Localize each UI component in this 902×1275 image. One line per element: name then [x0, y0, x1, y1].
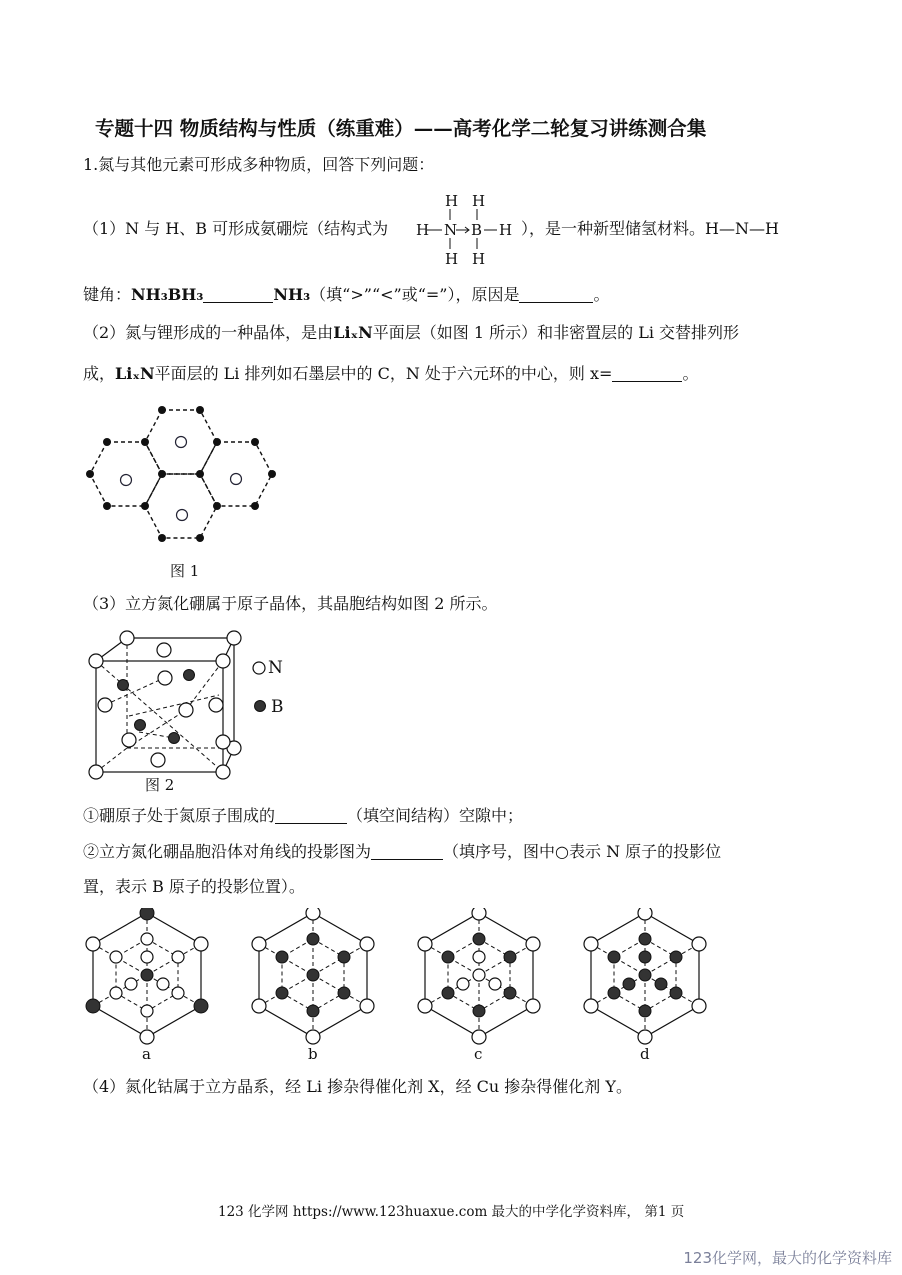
nh3-formula: NH₃ — [273, 285, 311, 304]
figure-1-caption: 图 1 — [170, 562, 200, 580]
formula-h: H — [445, 250, 459, 268]
option-c-diagram — [418, 908, 540, 1044]
li-atom — [86, 470, 94, 478]
b-atom — [169, 733, 180, 744]
li-atom — [251, 438, 259, 446]
figure-2-caption: 图 2 — [145, 776, 175, 794]
n-atom — [158, 671, 172, 685]
part1-text-after: ），是一种新型储氢材料。H—N—H — [521, 219, 779, 238]
n-atom — [122, 733, 136, 747]
option-a-diagram — [86, 908, 208, 1044]
part2-line2 — [83, 364, 698, 384]
b-atom — [135, 720, 146, 731]
lixn-formula: LiₓN — [333, 323, 373, 342]
part3-q1 — [83, 806, 523, 826]
li-atom — [141, 438, 149, 446]
option-a-label: a — [142, 1045, 151, 1063]
lixn-formula: LiₓN — [115, 364, 155, 383]
answer-blank[interactable] — [371, 843, 443, 860]
li-atom — [103, 438, 111, 446]
formula-h: H — [445, 192, 459, 210]
li-atom — [196, 406, 204, 414]
part1-text-before: （1）N 与 H、B 可形成氨硼烷（结构式为 — [83, 219, 389, 238]
legend-n-label: N — [268, 658, 283, 678]
option-d-label: d — [640, 1045, 650, 1063]
part3-q2-text: （填序号，图中○表示 N 原子的投影位 — [443, 842, 722, 861]
n-atom — [151, 753, 165, 767]
li-atom — [196, 470, 204, 478]
n-atom — [209, 698, 223, 712]
li-atom — [158, 534, 166, 542]
n-atom — [120, 631, 134, 645]
answer-blank[interactable] — [203, 286, 273, 303]
fill-hint: （填“>”“<”或“=”），原因是 — [310, 285, 520, 304]
option-c-label: c — [474, 1045, 483, 1063]
part2-text: 成， — [83, 364, 116, 383]
option-d-diagram — [584, 908, 706, 1044]
n-atom — [98, 698, 112, 712]
n-atom — [227, 631, 241, 645]
li-atom — [213, 438, 221, 446]
part4-text: （4）氮化钴属于立方晶系，经 Li 掺杂得催化剂 X，经 Cu 掺杂得催化剂 Y。 — [83, 1077, 632, 1096]
part2-text: （2）氮与锂形成的一种晶体，是由 — [83, 323, 334, 342]
option-b-label: b — [308, 1045, 318, 1063]
li-atom — [196, 534, 204, 542]
b-atom — [118, 680, 129, 691]
n-atom — [89, 765, 103, 779]
li-atom — [141, 502, 149, 510]
answer-blank[interactable] — [612, 365, 682, 382]
formula-b: B — [471, 221, 483, 239]
n-atom — [216, 765, 230, 779]
part1-line2 — [83, 285, 610, 305]
nh3bh3-formula: NH₃BH₃ — [131, 285, 204, 304]
formula-h: H — [472, 250, 486, 268]
n-atom — [176, 437, 187, 448]
projection-options — [82, 908, 722, 1068]
part3-q2 — [83, 842, 721, 862]
answer-blank[interactable] — [275, 807, 347, 824]
part2-line1 — [83, 323, 739, 343]
n-atom — [121, 475, 132, 486]
n-atom — [231, 474, 242, 485]
legend-n-symbol — [252, 661, 266, 675]
answer-blank[interactable] — [519, 286, 593, 303]
period: 。 — [593, 285, 610, 304]
li-atom — [158, 406, 166, 414]
li-atom — [158, 470, 166, 478]
part2-text: 平面层的 Li 排列如石墨层中的 C，N 处于六元环的中心，则 x= — [154, 364, 613, 383]
option-b-diagram — [252, 908, 374, 1044]
bond-angle-label: 键角： — [83, 285, 132, 304]
period: 。 — [682, 364, 699, 383]
formula-n: N — [444, 221, 458, 239]
part3-q2-cont: 置，表示 B 原子的投影位置）。 — [83, 877, 305, 896]
page-title: 专题十四 物质结构与性质（练重难）——高考化学二轮复习讲练测合集 — [95, 117, 707, 140]
li-atom — [251, 502, 259, 510]
li-atom — [103, 502, 111, 510]
page-footer: 123 化学网 https://www.123huaxue.com 最大的中学化学资料库， 第1 页 — [218, 1204, 685, 1220]
formula-h: H — [472, 192, 486, 210]
legend-b-label: B — [271, 697, 284, 717]
n-atom — [216, 654, 230, 668]
li-atom — [213, 502, 221, 510]
n-atom — [89, 654, 103, 668]
formula-h: H — [416, 221, 430, 239]
ammonia-borane-structure — [413, 190, 523, 270]
part3-text: （3）立方氮化硼属于原子晶体，其晶胞结构如图 2 所示。 — [83, 594, 498, 613]
formula-h: H — [499, 221, 513, 239]
question-intro: 1.氮与其他元素可形成多种物质，回答下列问题： — [83, 155, 435, 174]
n-atom — [216, 735, 230, 749]
n-atom — [157, 643, 171, 657]
part3-q2-text: ②立方氮化硼晶胞沿体对角线的投影图为 — [83, 842, 372, 861]
part2-text: 平面层（如图 1 所示）和非密置层的 Li 交替排列形 — [372, 323, 740, 342]
figure-2-unit-cell — [85, 628, 245, 780]
legend-b-symbol — [253, 699, 267, 713]
part3-q1-text: （填空间结构）空隙中； — [347, 806, 524, 825]
n-atom — [179, 703, 193, 717]
watermark: 123化学网，最大的化学资料库 — [683, 1249, 892, 1267]
b-atom — [184, 670, 195, 681]
part3-q1-text: ①硼原子处于氮原子围成的 — [83, 806, 276, 825]
figure-1-hexagonal-layer — [80, 400, 285, 560]
li-atom — [268, 470, 276, 478]
n-atom — [177, 510, 188, 521]
